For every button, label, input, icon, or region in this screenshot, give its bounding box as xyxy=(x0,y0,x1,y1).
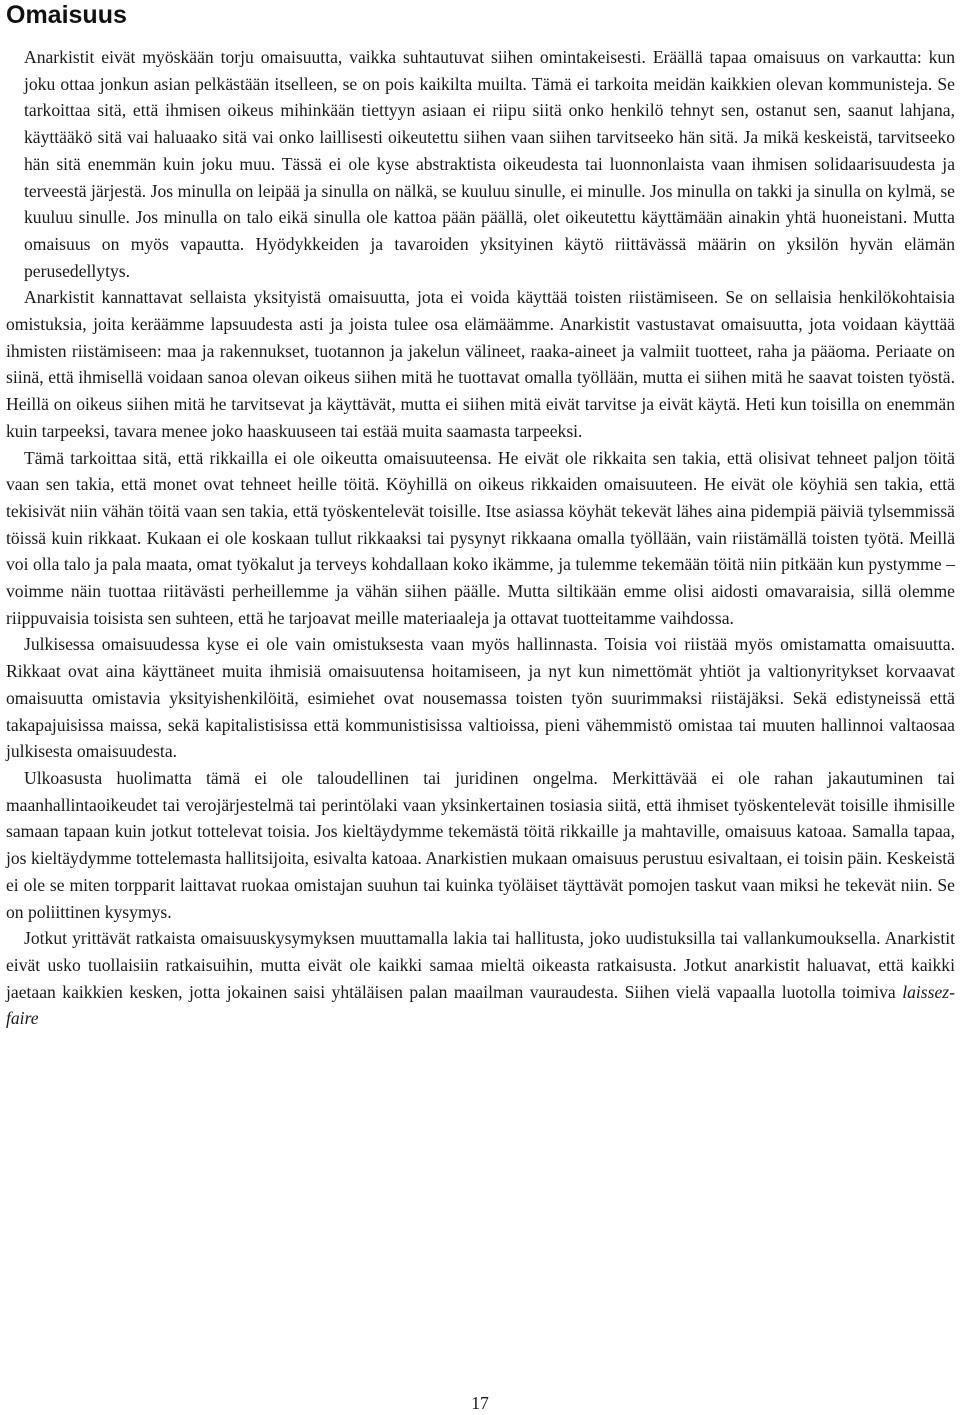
page-number: 17 xyxy=(471,1393,489,1413)
paragraph-5: Ulkoasusta huolimatta tämä ei ole taloudellinen tai juridinen ongelma. Merkittävää ei ole rahan jakautuminen tai maanhallintaoikeudet tai verojärjestelmä tai perintölaki vaan yksinkertainen tosiasia siitä, että ihmiset työskentelevät toisille ihmisille samaan tapaan kuin jotkut tottelevat toisia. Jos kieltäydymme tekemästä töitä rikkaille ja mahtaville, omaisuus katoaa. Samalla tapaa, jos kieltäydymme tottelemasta hallitsijoita, esivalta katoaa. Anarkistien mukaan omaisuus perustuu esivaltaan, ei toisin päin. Keskeistä ei ole se miten torpparit laittavat ruokaa omistajan suuhun tai kuinka työläiset täyttävät pomojen taskut vaan miksi he tekevät niin. Se on poliittinen kysymys. xyxy=(6,767,955,922)
italic-term: laissez-faire xyxy=(6,981,955,1029)
paragraph-6 xyxy=(6,925,955,1032)
body-text xyxy=(6,44,955,1032)
paragraph-3: Tämä tarkoittaa sitä, että rikkailla ei ole oikeutta omaisuuteensa. He eivät ole rikkaita sen takia, että olisivat tehneet paljon töitä vaan sen takia, että monet ovat tehneet heille töitä. Köyhillä on oikeus rikkaiden omaisuuteen. He eivät ole köyhiä sen takia, että tekisivät niin vähän töitä vaan sen takia, että työskentelevät toisille. Itse asiassa köyhät tekevät lähes aina pidempiä päiviä tylsemmissä töissä kuin rikkaat. Kukaan ei ole koskaan tullut rikkaaksi tai pysynyt rikkaana omalla työllään, vain riistämällä toisten työtä. Meillä voi olla talo ja pala maata, omat työkalut ja terveys kohdallaan koko ikämme, ja tulemme tekemään töitä niin pitkään kun pystymme – voimme näin tuottaa riitävästi perheillemme ja vähän siihen päälle. Mutta siltikään emme olisi aidosti omavaraisia, sillä olemme riippuvaisia toisista sen suhteen, että he tarjoavat meille materiaaleja ja ottavat tuotteitamme vaihdossa. xyxy=(6,447,955,628)
paragraph-4: Julkisessa omaisuudessa kyse ei ole vain omistuksesta vaan myös hallinnasta. Toisia voi riistää myös omistamatta omaisuutta. Rikkaat ovat aina käyttäneet muita ihmisiä omaisuutensa hoitamiseen, ja nyt kun nimettömät yhtiöt ja valtionyritykset korvaavat omaisuutta omistavia yksityishenkilöitä, esimiehet ovat nousemassa toisten työn suurimmaksi riistäjäksi. Sekä edistyneissä että takapajuisissa maissa, sekä kapitalistisissa että kommunistisissa valtioissa, pieni vähemmistö omistaa tai muuten hallinnoi valtaosaa julkisesta omaisuudesta. xyxy=(6,634,955,762)
paragraph-6-text: Jotkut yrittävät ratkaista omaisuuskysymyksen muuttamalla lakia tai hallitusta, joko uudistuksilla tai vallankumouksella. Anarkistit eivät usko tuollaisiin ratkaisuihin, mutta eivät ole kaikki samaa mieltä oikeasta ratkaisusta. Jotkut anarkistit haluavat, että kaikki jaetaan kaikkien kesken, jotta jokainen saisi yhtäläisen palan maailman vauraudesta. Siihen vielä vapaalla luotolla toimiva xyxy=(6,928,955,1002)
section-heading: Omaisuus xyxy=(6,1,127,29)
paragraph-1: Anarkistit eivät myöskään torju omaisuutta, vaikka suhtautuvat siihen omintakeisesti. Eräällä tapaa omaisuus on varkautta: kun joku ottaa jonkun asian pelkästään itselleen, se on pois kaikilta muilta. Tämä ei tarkoita meidän kaikkien olevan kommunisteja. Se tarkoittaa sitä, että ihmisen oikeus mihinkään tiettyyn asiaan ei riipu siitä onko henkilö tehnyt sen, ostanut sen, saanut lahjana, käyttääkö sitä vai haluaako sitä vai onko laillisesti oikeutettu siihen vaan siihen tarvitseeko hän sitä. Ja mikä keskeistä, tarvitseeko hän sitä enemmän kuin joku muu. Tässä ei ole kyse abstraktista oikeudesta tai luonnonlaista vaan ihmisen solidaarisuudesta ja terveestä järjestä. Jos minulla on leipää ja sinulla on nälkä, se kuuluu sinulle, ei minulle. Jos minulla on takki ja sinulla on kylmä, se kuuluu sinulle. Jos minulla on talo eikä sinulla ole kattoa pään päällä, olet oikeutettu käyttämään ainakin yhtä huoneistani. Mutta omaisuus on myös vapautta. Hyödykkeiden ja tavaroiden yksityinen käytö riittävässä määrin on yksilön hyvän elämän perusedellytys. xyxy=(24,47,955,281)
paragraph-2: Anarkistit kannattavat sellaista yksityistä omaisuutta, jota ei voida käyttää toisten riistämiseen. Se on sellaisia henkilökohtaisia omistuksia, joita keräämme lapsuudesta asti ja joista tulee osa elämäämme. Anarkistit vastustavat omaisuutta, jota voidaan käyttää ihmisten riistämiseen: maa ja rakennukset, tuotannon ja jakelun välineet, raaka-aineet ja valmiit tuotteet, raha ja pääoma. Periaate on siinä, että ihmisellä voidaan sanoa olevan oikeus siihen mitä he tuottavat omalla työllään, mutta ei siihen mitä he saavat toisten työstä. Heillä on oikeus siihen mitä he tarvitsevat ja käyttävät, mutta ei siihen mitä eivät tarvitse ja eivät käytä. Heti kun toisilla on enemmän kuin tarpeeksi, tavara menee joko haaskuuseen tai estää muita saamasta tarpeeksi. xyxy=(6,287,955,441)
